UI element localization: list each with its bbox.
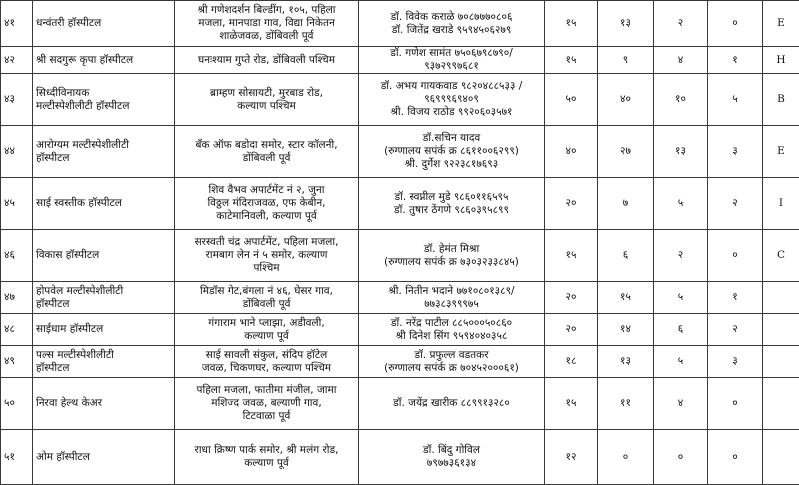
serial-number-cell: ४३ xyxy=(1,74,33,126)
doctor-contact-line: डॉ. हेमंत मिश्रा xyxy=(362,243,541,256)
table-row xyxy=(1,314,799,346)
count-cell-1: १८ xyxy=(545,346,598,378)
doctor-contact-line: ७७३८३९९९७५ xyxy=(362,298,541,311)
count-cell-4: ५ xyxy=(708,74,763,126)
doctor-contact-cell xyxy=(359,178,545,230)
count-cell-3: ० xyxy=(654,430,708,485)
hospital-name-cell xyxy=(33,126,175,178)
address-line: डोंबिवली पूर्व xyxy=(178,152,355,165)
hospital-name-line: सिध्दीविनायक xyxy=(36,87,171,100)
count-cell-1: १५ xyxy=(545,47,598,74)
count-cell-1: ४० xyxy=(545,126,598,178)
doctor-contact-line: डॉ. गणेश सामंत ७५०६७९८७९०/ xyxy=(362,47,541,60)
address-line: कल्याण पूर्व xyxy=(178,330,355,343)
address-line: जवळ, चिकणघर, कल्याण पश्चिम xyxy=(178,362,355,375)
count-cell-1: २० xyxy=(545,178,598,230)
hospital-name-line: धन्वंतरी हॉस्पीटल xyxy=(36,17,171,30)
address-line: शिव वैभव अपार्टमेंट नं २, जुना xyxy=(178,184,355,197)
count-cell-1: १२ xyxy=(545,430,598,485)
count-cell-2: ७ xyxy=(598,178,654,230)
doctor-contact-cell xyxy=(359,314,545,346)
doctor-contact-line: श्री. दुर्गेश ९२२३८१७६९३ xyxy=(362,158,541,171)
address-line: काटेमानिवली, कल्याण पूर्व xyxy=(178,210,355,223)
address-cell xyxy=(175,430,359,485)
count-cell-3: ४ xyxy=(654,47,708,74)
hospital-name-cell xyxy=(33,430,175,485)
hospital-name-line: आरोग्यम मल्टीस्पेशीलीटी xyxy=(36,139,171,152)
doctor-contact-line: डॉ. तुषार ठेंगणे ९८६०३९५८९९ xyxy=(362,204,541,217)
table-row xyxy=(1,430,799,485)
hospital-name-cell xyxy=(33,178,175,230)
table-row xyxy=(1,126,799,178)
doctor-contact-line: (रुग्णालय सपंर्क क्र ८६११००६२९९) xyxy=(362,145,541,158)
hospital-name-line: विकास हॉस्पीटल xyxy=(36,249,171,262)
table-row xyxy=(1,346,799,378)
doctor-contact-line: डॉ. नरेंद्र पाटील ८८५०००५०८६० xyxy=(362,317,541,330)
address-cell xyxy=(175,1,359,47)
doctor-contact-line: ९६९९९६९४०९ xyxy=(362,93,541,106)
address-line: रामबाग लेन नं ५ समोर, कल्याण xyxy=(178,249,355,262)
address-line: विठ्ठल मंदिराजवळ, एफ केबीन, xyxy=(178,197,355,210)
hospital-name-cell xyxy=(33,346,175,378)
count-cell-1: ५० xyxy=(545,74,598,126)
address-cell xyxy=(175,346,359,378)
hospital-name-cell xyxy=(33,230,175,282)
table-body xyxy=(1,1,799,485)
address-line: श्री गणेशदर्शन बिल्डींग, १०५, पहिला xyxy=(178,4,355,17)
count-cell-2: १४ xyxy=(598,314,654,346)
serial-number-cell: ५० xyxy=(1,378,33,430)
count-cell-3: ५ xyxy=(654,346,708,378)
count-cell-3: ५ xyxy=(654,178,708,230)
address-cell xyxy=(175,314,359,346)
count-cell-3: १३ xyxy=(654,126,708,178)
doctor-contact-cell xyxy=(359,126,545,178)
address-line: घनःश्याम गुप्ते रोड, डोंबिवली पश्चिम xyxy=(178,54,355,67)
serial-number-cell: ४४ xyxy=(1,126,33,178)
address-line: मशिज्द जवळ, बल्याणी गाव, xyxy=(178,397,355,410)
doctor-contact-line: डॉ. अभय गायकवाड ९८२०४८८५३३ / xyxy=(362,80,541,93)
category-cell xyxy=(763,378,799,430)
count-cell-1: २० xyxy=(545,314,598,346)
count-cell-3: ४ xyxy=(654,378,708,430)
count-cell-1: १५ xyxy=(545,378,598,430)
hospital-name-line: ओम हॉस्पीटल xyxy=(36,451,171,464)
count-cell-4: ० xyxy=(708,230,763,282)
count-cell-4: ० xyxy=(708,430,763,485)
table-row xyxy=(1,230,799,282)
doctor-contact-line: डॉ. विवेक कराळे ७०८७७७०८०६ xyxy=(362,11,541,24)
doctor-contact-cell xyxy=(359,430,545,485)
category-cell xyxy=(763,430,799,485)
doctor-contact-line: श्री. विजय राठोड ९९२०६०३५७१ xyxy=(362,106,541,119)
doctor-contact-line: (रुग्णालय सपंर्क क्र ७३०३२३३८४५) xyxy=(362,256,541,269)
hospital-name-cell xyxy=(33,314,175,346)
serial-number-cell: ४९ xyxy=(1,346,33,378)
count-cell-3: ६ xyxy=(654,314,708,346)
doctor-contact-line: डॉ. जितेंद्र खराडे ९५९४५०६२७९ xyxy=(362,24,541,37)
address-line: ब्राम्हण सोसायटी, मुरबाड रोड, xyxy=(178,87,355,100)
count-cell-2: ६ xyxy=(598,230,654,282)
address-line: सरस्वती चंद्र अपार्टमेंट, पहिला मजला, xyxy=(178,236,355,249)
count-cell-3: १० xyxy=(654,74,708,126)
count-cell-2: ४० xyxy=(598,74,654,126)
address-line: कल्याण पश्चिम xyxy=(178,100,355,113)
serial-number-cell: ४८ xyxy=(1,314,33,346)
count-cell-1: २० xyxy=(545,282,598,314)
address-line: मिडॉस गेट,बंगला नं ४६, घेसर गाव, xyxy=(178,285,355,298)
address-line: पहिला मजला, फातीमा मंजील, जामा xyxy=(178,384,355,397)
category-cell: B xyxy=(763,74,799,126)
address-line: पश्चिम xyxy=(178,262,355,275)
address-cell xyxy=(175,74,359,126)
doctor-contact-cell xyxy=(359,47,545,74)
address-cell xyxy=(175,282,359,314)
serial-number-cell: ५१ xyxy=(1,430,33,485)
doctor-contact-line: डॉ. स्वप्नील मुडे ९८६०११६५९५ xyxy=(362,191,541,204)
category-cell: C xyxy=(763,230,799,282)
category-cell: E xyxy=(763,126,799,178)
serial-number-cell: ४७ xyxy=(1,282,33,314)
count-cell-3: २ xyxy=(654,230,708,282)
count-cell-4: २ xyxy=(708,314,763,346)
count-cell-4: २ xyxy=(708,178,763,230)
doctor-contact-line: श्री. नितीन भदाने ७७१०८०१३८९/ xyxy=(362,285,541,298)
address-cell xyxy=(175,178,359,230)
category-cell: I xyxy=(763,178,799,230)
count-cell-2: १३ xyxy=(598,346,654,378)
doctor-contact-line: (रुग्णालय सपंर्क क्र ७०४५२०००६१) xyxy=(362,362,541,375)
doctor-contact-line: ७९७७३६१३४ xyxy=(362,457,541,470)
serial-number-cell: ४१ xyxy=(1,1,33,47)
doctor-contact-cell xyxy=(359,74,545,126)
doctor-contact-line: डॉ.सचिन यादव xyxy=(362,132,541,145)
count-cell-2: १३ xyxy=(598,1,654,47)
count-cell-4: ० xyxy=(708,1,763,47)
address-cell xyxy=(175,126,359,178)
address-line: डोंबिवली पूर्व xyxy=(178,298,355,311)
serial-number-cell: ४२ xyxy=(1,47,33,74)
address-line: टिटवाळा पूर्व xyxy=(178,410,355,423)
address-line: कल्याण पूर्व xyxy=(178,457,355,470)
hospital-name-line: साई स्वस्तीक हॉस्पीटल xyxy=(36,197,171,210)
category-cell: E xyxy=(763,1,799,47)
table-row xyxy=(1,47,799,74)
hospital-name-line: होपवेल मल्टीस्पेशीलीटी xyxy=(36,285,171,298)
count-cell-4: १ xyxy=(708,282,763,314)
count-cell-2: ९ xyxy=(598,47,654,74)
doctor-contact-line: डॉ. बिंदु गोविल xyxy=(362,444,541,457)
count-cell-1: १५ xyxy=(545,1,598,47)
serial-number-cell: ४५ xyxy=(1,178,33,230)
address-line: बँक ऑफ बडोदा समोर, स्टार कॉलनी, xyxy=(178,139,355,152)
count-cell-4: ० xyxy=(708,378,763,430)
category-cell xyxy=(763,346,799,378)
hospital-name-cell xyxy=(33,47,175,74)
doctor-contact-cell xyxy=(359,282,545,314)
table-row xyxy=(1,1,799,47)
address-line: शाळेजवळ, डोंबिवली पूर्व xyxy=(178,30,355,43)
hospital-name-line: हॉस्पीटल xyxy=(36,362,171,375)
serial-number-cell: ४६ xyxy=(1,230,33,282)
doctor-contact-line: श्री दिनेश सिंग ९५९४०४०३५८ xyxy=(362,330,541,343)
hospital-name-line: पल्स मल्टीस्पेशीलीटी xyxy=(36,349,171,362)
hospital-name-cell xyxy=(33,282,175,314)
table-row xyxy=(1,178,799,230)
address-line: साई सावली संकुल, संदिप हॉटेल xyxy=(178,349,355,362)
hospital-name-cell xyxy=(33,74,175,126)
hospital-name-line: साईधाम हॉस्पीटल xyxy=(36,323,171,336)
doctor-contact-cell xyxy=(359,230,545,282)
count-cell-4: १ xyxy=(708,47,763,74)
doctor-contact-line: ९३७२९९७६८१ xyxy=(362,60,541,73)
doctor-contact-cell xyxy=(359,1,545,47)
hospital-name-line: श्री सदगुरू कृपा हॉस्पीटल xyxy=(36,54,171,67)
hospital-name-line: निरवा हेल्थ केअर xyxy=(36,397,171,410)
count-cell-4: ३ xyxy=(708,346,763,378)
count-cell-4: ३ xyxy=(708,126,763,178)
category-cell xyxy=(763,314,799,346)
doctor-contact-line: डॉ. प्रफुल्ल वडतकर xyxy=(362,349,541,362)
count-cell-3: २ xyxy=(654,1,708,47)
doctor-contact-cell xyxy=(359,346,545,378)
doctor-contact-cell xyxy=(359,378,545,430)
hospital-name-line: हॉस्पीटल xyxy=(36,298,171,311)
table-row xyxy=(1,282,799,314)
category-cell: H xyxy=(763,47,799,74)
table-row xyxy=(1,74,799,126)
address-line: गंगाराम भाने प्लाझा, अडीवली, xyxy=(178,317,355,330)
address-line: मजला, मानपाडा गाव, विद्या निकेतन xyxy=(178,17,355,30)
hospital-name-cell xyxy=(33,378,175,430)
count-cell-2: ० xyxy=(598,430,654,485)
doctor-contact-line: डॉ. जयेंद्र खारीक ८८९९१३२८० xyxy=(362,397,541,410)
count-cell-2: १५ xyxy=(598,282,654,314)
count-cell-1: १५ xyxy=(545,230,598,282)
address-cell xyxy=(175,47,359,74)
hospital-name-line: मल्टीस्पेशीलीटी हॉस्पीटल xyxy=(36,100,171,113)
hospital-name-cell xyxy=(33,1,175,47)
address-cell xyxy=(175,378,359,430)
table-row xyxy=(1,378,799,430)
address-line: राधा क्रिष्ण पार्क समोर, श्री मलंग रोड, xyxy=(178,444,355,457)
count-cell-2: ११ xyxy=(598,378,654,430)
hospital-name-line: हॉस्पीटल xyxy=(36,152,171,165)
count-cell-3: ५ xyxy=(654,282,708,314)
address-cell xyxy=(175,230,359,282)
category-cell xyxy=(763,282,799,314)
count-cell-2: २७ xyxy=(598,126,654,178)
